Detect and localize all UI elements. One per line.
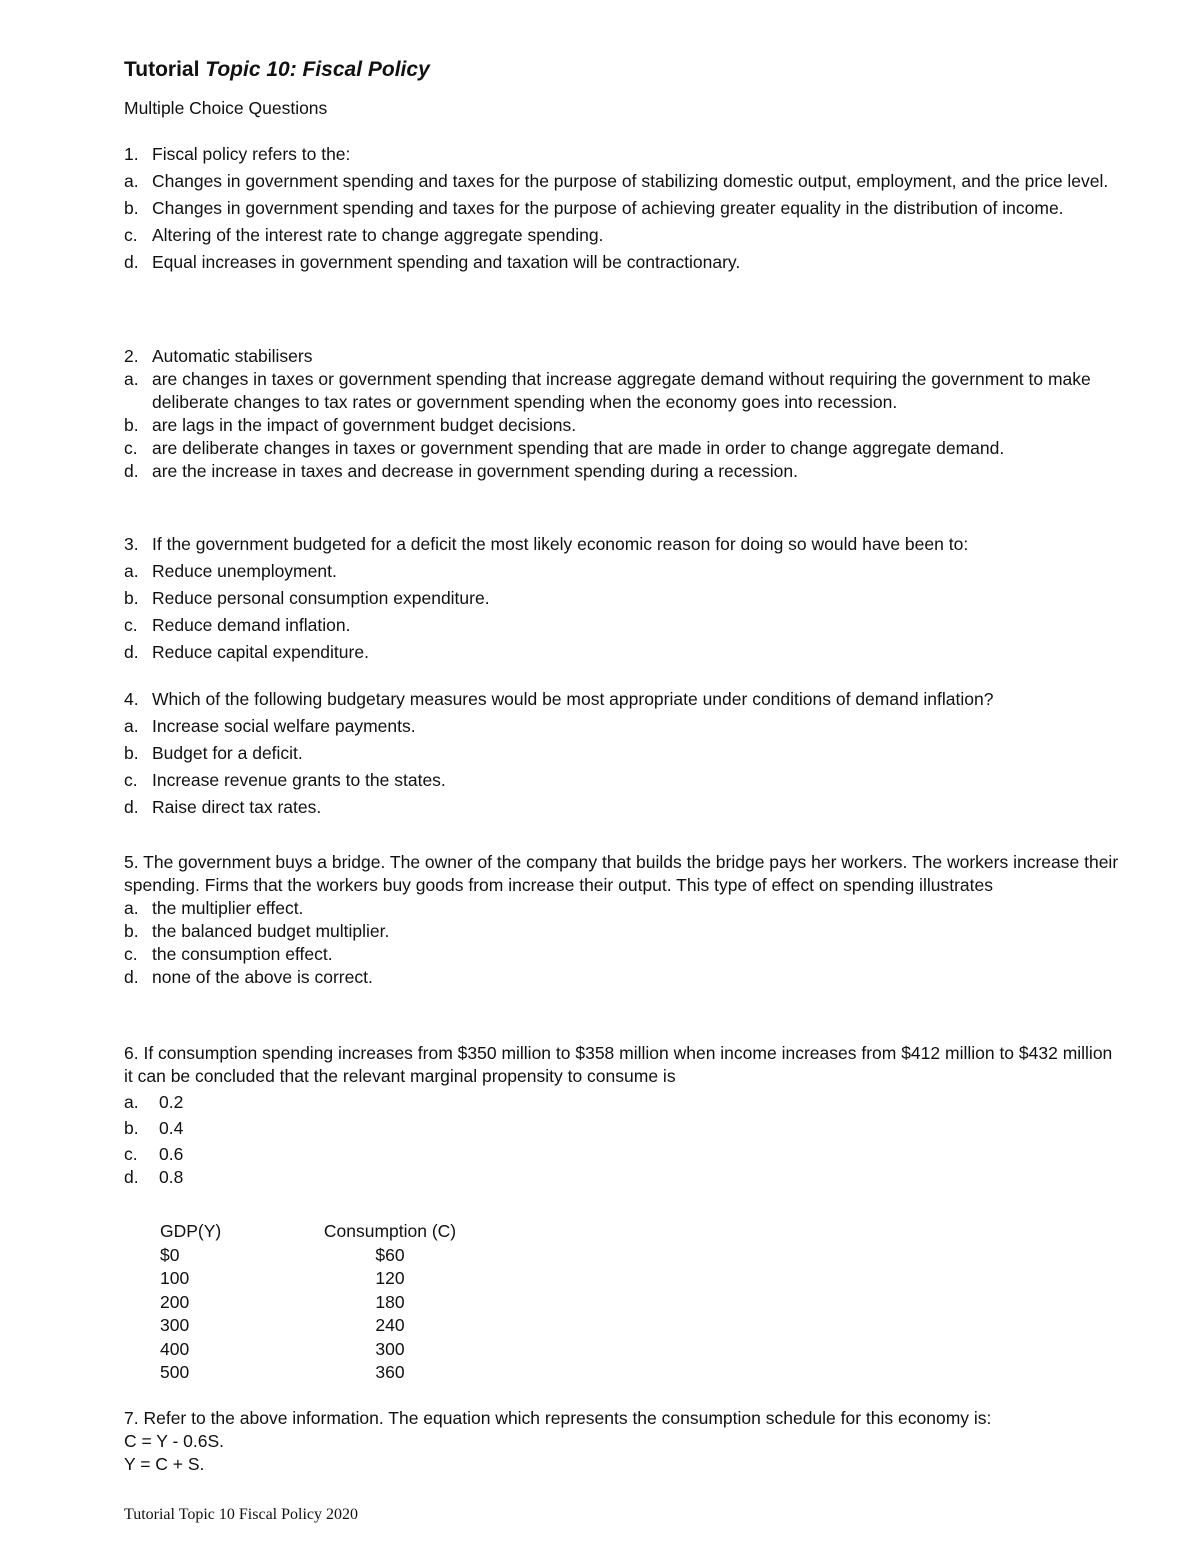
option-text: Equal increases in government spending and taxation will be contractionary. bbox=[152, 252, 741, 272]
option-text: the multiplier effect. bbox=[152, 898, 304, 918]
option-label: c. bbox=[124, 225, 138, 245]
table-cell: 500 bbox=[160, 1362, 190, 1382]
option-d bbox=[124, 796, 1124, 819]
option-text: Budget for a deficit. bbox=[152, 743, 303, 763]
option-label: c. bbox=[124, 615, 138, 635]
option-label: b. bbox=[124, 588, 139, 608]
question-number: 1. bbox=[124, 144, 139, 164]
option-c bbox=[124, 943, 1124, 966]
option-text: Reduce personal consumption expenditure. bbox=[152, 588, 490, 608]
option-text: Increase social welfare payments. bbox=[152, 716, 416, 736]
option-b bbox=[124, 920, 1124, 943]
option-d bbox=[124, 460, 1124, 483]
table-row bbox=[160, 1338, 470, 1362]
option-text: Reduce unemployment. bbox=[152, 561, 337, 581]
option-label: d. bbox=[124, 797, 139, 817]
question-number: 4. bbox=[124, 689, 139, 709]
question-text: Which of the following budgetary measures would be most appropriate under conditions of demand inflation? bbox=[152, 689, 994, 709]
question-text: Automatic stabilisers bbox=[152, 346, 313, 366]
table-cell: 180 bbox=[375, 1291, 405, 1312]
option-text: Changes in government spending and taxes for the purpose of stabilizing domestic output, employment, and the price level. bbox=[152, 171, 1109, 191]
option-label: a. bbox=[124, 561, 139, 581]
option-label: b. bbox=[124, 198, 139, 218]
option-label: d. bbox=[124, 642, 139, 662]
table-row bbox=[160, 1314, 470, 1338]
option-a bbox=[124, 560, 1124, 583]
option-d bbox=[124, 1166, 1124, 1189]
question-4 bbox=[124, 688, 1124, 819]
option-label: c. bbox=[124, 944, 138, 964]
table-cell: 240 bbox=[375, 1315, 405, 1335]
question-stem bbox=[124, 143, 1124, 166]
question-text: 6. If consumption spending increases from $350 million to $358 million when income increases from $412 million to $432 million it can be concluded that the relevant marginal propensity to consume is bbox=[124, 1043, 1113, 1086]
option-label: b. bbox=[124, 415, 139, 435]
question-stem bbox=[124, 688, 1124, 711]
option-text: Altering of the interest rate to change aggregate spending. bbox=[152, 225, 604, 245]
option-text: 0.2 bbox=[159, 1092, 184, 1112]
table-header-row bbox=[160, 1220, 470, 1244]
title-prefix: Tutorial bbox=[124, 58, 206, 81]
option-c bbox=[124, 437, 1124, 460]
option-label: c. bbox=[124, 438, 138, 458]
option-text: are changes in taxes or government spending that increase aggregate demand without requiring the government to make deliberate changes to tax rates or government spending when the economy goes into recession. bbox=[152, 369, 1091, 412]
option-label: a. bbox=[124, 1092, 139, 1112]
question-5 bbox=[124, 851, 1124, 989]
option-text: the balanced budget multiplier. bbox=[152, 921, 390, 941]
question-6 bbox=[124, 1042, 1124, 1189]
option-a bbox=[124, 715, 1124, 738]
section-subtitle: Multiple Choice Questions bbox=[124, 98, 328, 118]
question-number: 2. bbox=[124, 346, 139, 366]
option-a bbox=[124, 368, 1124, 414]
option-a bbox=[124, 897, 1124, 920]
question-2 bbox=[124, 345, 1124, 483]
option-b bbox=[124, 742, 1124, 765]
option-c bbox=[124, 769, 1124, 792]
option-text: are lags in the impact of government budget decisions. bbox=[152, 415, 577, 435]
option-text: Changes in government spending and taxes for the purpose of achieving greater equality in the distribution of income. bbox=[152, 198, 1064, 218]
question-text: If the government budgeted for a deficit the most likely economic reason for doing so would have been to: bbox=[152, 534, 969, 554]
table-cell: 300 bbox=[375, 1338, 405, 1359]
option-c bbox=[124, 224, 1124, 247]
table-cell: 400 bbox=[160, 1338, 190, 1359]
question-text: Fiscal policy refers to the: bbox=[152, 144, 351, 164]
question-3 bbox=[124, 533, 1124, 664]
table-cell: $60 bbox=[375, 1244, 405, 1265]
question-text: 5. The government buys a bridge. The owner of the company that builds the bridge pays her workers. The workers increase their spending. Firms that the workers buy goods from increase their output. This type of effect on spending illustrates bbox=[124, 852, 1119, 895]
option-text: are the increase in taxes and decrease in government spending during a recession. bbox=[152, 461, 798, 481]
option-a bbox=[124, 1091, 1124, 1114]
option-text: 0.6 bbox=[159, 1144, 184, 1164]
option-text: the consumption effect. bbox=[152, 944, 333, 964]
answer-line: C = Y - 0.6S. bbox=[124, 1431, 225, 1451]
option-label: a. bbox=[124, 716, 139, 736]
option-a bbox=[124, 170, 1124, 193]
option-text: Reduce capital expenditure. bbox=[152, 642, 369, 662]
question-text: 7. Refer to the above information. The equation which represents the consumption schedule for this economy is: bbox=[124, 1408, 992, 1428]
table-cell: $0 bbox=[160, 1244, 180, 1265]
option-text: are deliberate changes in taxes or government spending that are made in order to change aggregate demand. bbox=[152, 438, 1005, 458]
table-row bbox=[160, 1361, 470, 1385]
option-text: 0.4 bbox=[159, 1118, 184, 1138]
option-text: 0.8 bbox=[159, 1167, 184, 1187]
option-label: d. bbox=[124, 461, 139, 481]
question-stem bbox=[124, 533, 1124, 556]
option-label: c. bbox=[124, 1144, 138, 1164]
option-label: d. bbox=[124, 967, 139, 987]
title-topic: Topic 10: Fiscal Policy bbox=[205, 58, 430, 81]
table-cell: 300 bbox=[160, 1315, 190, 1335]
option-b bbox=[124, 414, 1124, 437]
option-label: b. bbox=[124, 921, 139, 941]
table-row bbox=[160, 1244, 470, 1268]
option-d bbox=[124, 251, 1124, 274]
option-label: b. bbox=[124, 1118, 139, 1138]
option-label: a. bbox=[124, 369, 139, 389]
option-b bbox=[124, 1117, 1124, 1140]
option-d bbox=[124, 641, 1124, 664]
question-number: 3. bbox=[124, 534, 139, 554]
option-label: a. bbox=[124, 171, 139, 191]
option-label: d. bbox=[124, 1167, 139, 1187]
option-label: d. bbox=[124, 252, 139, 272]
option-text: Increase revenue grants to the states. bbox=[152, 770, 446, 790]
answer-line: Y = C + S. bbox=[124, 1454, 205, 1474]
document-title bbox=[124, 57, 430, 83]
option-c bbox=[124, 1143, 1124, 1166]
option-b bbox=[124, 587, 1124, 610]
table-cell: 100 bbox=[160, 1268, 190, 1288]
option-c bbox=[124, 614, 1124, 637]
table-row bbox=[160, 1267, 470, 1291]
option-label: a. bbox=[124, 898, 139, 918]
option-text: none of the above is correct. bbox=[152, 967, 373, 987]
table-cell: 200 bbox=[160, 1291, 190, 1312]
table-cell: 120 bbox=[375, 1268, 405, 1288]
table-header-gdp: GDP(Y) bbox=[160, 1221, 222, 1241]
table-row bbox=[160, 1291, 470, 1315]
gdp-consumption-table bbox=[160, 1220, 470, 1385]
question-stem bbox=[124, 345, 1124, 368]
option-d bbox=[124, 966, 1124, 989]
option-text: Reduce demand inflation. bbox=[152, 615, 351, 635]
page-footer: Tutorial Topic 10 Fiscal Policy 2020 bbox=[124, 1506, 358, 1523]
option-label: b. bbox=[124, 743, 139, 763]
question-7 bbox=[124, 1407, 1124, 1476]
table-header-consumption: Consumption (C) bbox=[323, 1221, 457, 1241]
option-b bbox=[124, 197, 1124, 220]
question-1 bbox=[124, 143, 1124, 274]
option-label: c. bbox=[124, 770, 138, 790]
option-text: Raise direct tax rates. bbox=[152, 797, 322, 817]
table-cell: 360 bbox=[375, 1362, 405, 1382]
